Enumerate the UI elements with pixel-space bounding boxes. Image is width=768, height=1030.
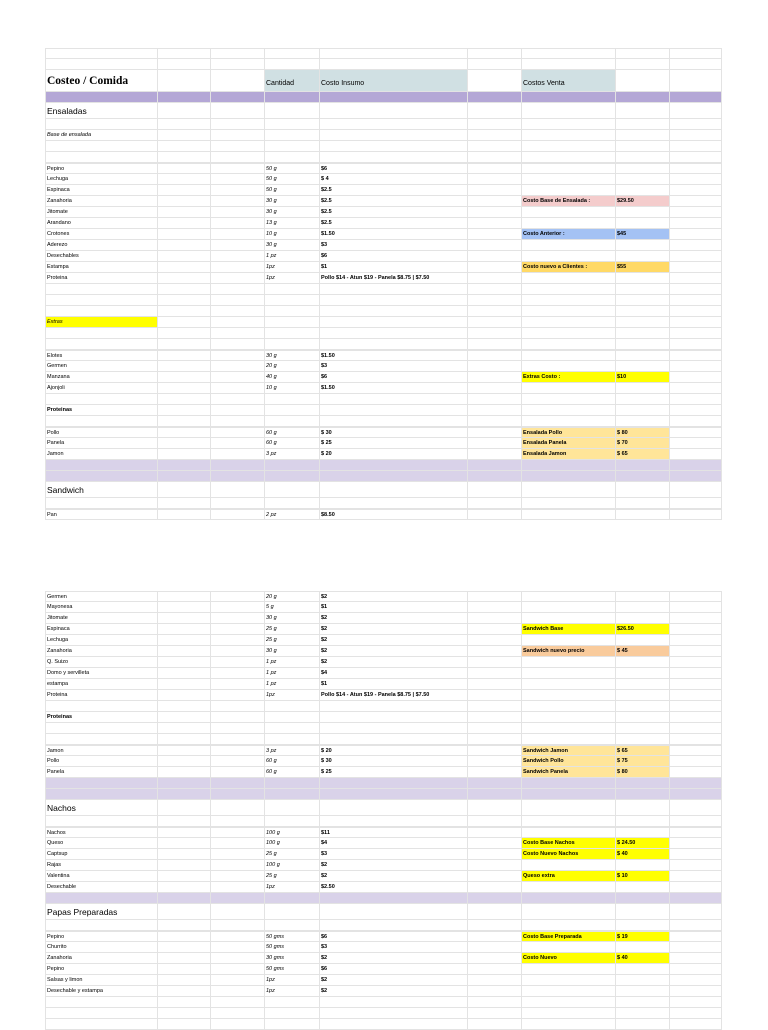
empty-row — [45, 284, 722, 295]
ingredient-row — [45, 756, 722, 767]
costo-anterior-label: Costo Anterior : — [521, 229, 615, 239]
ingredient-quantity: 50 gms — [266, 966, 285, 972]
ingredient-name: Proteina — [47, 275, 68, 281]
empty-row — [45, 816, 722, 827]
ingredient-name: Lechuga — [47, 176, 69, 182]
costo-anterior-value: $45 — [615, 229, 669, 239]
ingredient-cost: $ 20 — [321, 748, 332, 754]
ingredient-name: Salsas y limon — [47, 977, 83, 983]
ingredient-cost: $6 — [321, 374, 328, 380]
ingredient-row — [45, 350, 722, 361]
ingredient-name: Pepino — [47, 166, 65, 172]
ingredient-row — [45, 827, 722, 838]
sheet-title: Costeo / Comida — [47, 75, 129, 87]
ingredient-quantity: 100 g — [266, 862, 280, 868]
ingredient-cost: $1.50 — [321, 353, 335, 359]
ingredient-row — [45, 624, 722, 635]
ingredient-cost: $2 — [321, 977, 328, 983]
empty-row — [45, 416, 722, 427]
extras-label-row — [45, 317, 722, 328]
ingredient-quantity: 25 g — [266, 851, 277, 857]
ingredient-list-extras — [45, 350, 722, 394]
ingredient-cost: $1.50 — [321, 385, 335, 391]
costo-base-nachos-value: $ 24.50 — [615, 838, 669, 848]
costo-nuevo-papas-value: $ 40 — [615, 953, 669, 963]
ingredient-quantity: 13 g — [266, 220, 277, 226]
ingredient-cost: $4 — [321, 840, 328, 846]
ingredient-quantity: 2 pz — [266, 512, 277, 518]
sandwich-precio-label: Sandwich Jamon — [521, 746, 615, 755]
ingredient-list-ensalada-base — [45, 163, 722, 284]
ingredient-cost: $ 20 — [321, 451, 332, 457]
column-header-cantidad: Cantidad — [264, 70, 319, 91]
ingredient-row — [45, 986, 722, 997]
sandwich-precio-label: Sandwich Pollo — [521, 756, 615, 766]
ensalada-precio-label: Ensalada Pollo — [521, 428, 615, 437]
ingredient-quantity: 1 pz — [266, 253, 277, 259]
ingredient-name: Jamon — [47, 451, 64, 457]
ingredient-cost: $ 25 — [321, 769, 332, 775]
ingredient-name: Ajonjoli — [47, 385, 65, 391]
ingredient-quantity: 50 gms — [266, 944, 285, 950]
costo-nuevo-papas-label: Costo Nuevo — [521, 953, 615, 963]
ingredient-quantity: 25 g — [266, 873, 277, 879]
ingredient-quantity: 60 g — [266, 430, 277, 436]
ingredient-row — [45, 383, 722, 394]
ingredient-row — [45, 964, 722, 975]
ingredient-name: Jamon — [47, 748, 64, 754]
ingredient-name: Captsup — [47, 851, 68, 857]
proteinas-label: Proteinas — [47, 714, 73, 720]
ingredient-list-sandwich-proteinas — [45, 745, 722, 778]
section-title: Sandwich — [47, 485, 84, 495]
section-divider — [45, 460, 722, 471]
ingredient-quantity: 1pz — [266, 884, 275, 890]
ingredient-quantity: 1 pz — [266, 659, 277, 665]
proteinas-label-row — [45, 405, 722, 416]
ingredient-row — [45, 273, 722, 284]
extras-label: Extras — [45, 317, 157, 327]
ingredient-row — [45, 871, 722, 882]
ingredient-cost: $6 — [321, 166, 328, 172]
ingredient-quantity: 50 g — [266, 187, 277, 193]
section-divider — [45, 893, 722, 904]
ingredient-list-sandwich-p2 — [45, 591, 722, 701]
ingredient-name: Desechables — [47, 253, 79, 259]
subsection-row — [45, 130, 722, 141]
ingredient-quantity: 60 g — [266, 769, 277, 775]
empty-row — [45, 339, 722, 350]
ingredient-row — [45, 163, 722, 174]
ingredient-cost: $3 — [321, 363, 328, 369]
empty-row — [45, 701, 722, 712]
ingredient-cost: $6 — [321, 253, 328, 259]
sandwich-precio-value: $ 65 — [615, 746, 669, 755]
ingredient-row — [45, 427, 722, 438]
ingredient-cost: $2.5 — [321, 187, 332, 193]
ingredient-row — [45, 860, 722, 871]
ingredient-row — [45, 613, 722, 624]
empty-row — [45, 498, 722, 509]
costo-base-nachos-label: Costo Base Nachos — [521, 838, 615, 848]
section-divider — [45, 778, 722, 789]
sandwich-nuevo-precio-label: Sandwich nuevo precio — [521, 646, 615, 656]
ingredient-row — [45, 262, 722, 273]
ingredient-cost: $11 — [321, 830, 330, 836]
ingredient-row — [45, 591, 722, 602]
ingredient-quantity: 50 gms — [266, 934, 285, 940]
empty-row — [45, 328, 722, 339]
sandwich-precio-value: $ 80 — [615, 767, 669, 777]
ingredient-quantity: 30 gms — [266, 955, 285, 961]
column-header-costos-venta: Costos Venta — [521, 70, 615, 91]
ingredient-name: Aderezo — [47, 242, 68, 248]
ensalada-precio-value: $ 65 — [615, 449, 669, 459]
ingredient-row — [45, 953, 722, 964]
ingredient-quantity: 25 g — [266, 637, 277, 643]
header-row — [45, 70, 722, 92]
section-title: Ensaladas — [47, 106, 87, 116]
ingredient-row — [45, 849, 722, 860]
proteinas-label: Proteinas — [47, 407, 73, 413]
ingredient-quantity: 1pz — [266, 692, 275, 698]
ingredient-quantity: 1 pz — [266, 681, 277, 687]
ingredient-name: Zanahoria — [47, 198, 72, 204]
ingredient-cost: $3 — [321, 944, 328, 950]
ingredient-row — [45, 931, 722, 942]
ingredient-row — [45, 218, 722, 229]
empty-row — [45, 723, 722, 734]
ingredient-row — [45, 185, 722, 196]
ingredient-cost: $ 30 — [321, 430, 332, 436]
ingredient-quantity: 100 g — [266, 830, 280, 836]
ingredient-name: Queso — [47, 840, 64, 846]
ingredient-row — [45, 745, 722, 756]
ingredient-quantity: 1pz — [266, 988, 275, 994]
ingredient-row — [45, 372, 722, 383]
ingredient-cost: $1 — [321, 604, 328, 610]
ingredient-cost: $2 — [321, 594, 328, 600]
ingredient-name: Pepino — [47, 966, 65, 972]
ingredient-cost: $2 — [321, 955, 328, 961]
empty-row — [45, 295, 722, 306]
ingredient-cost: $1.50 — [321, 231, 335, 237]
section-header-ensaladas — [45, 103, 722, 119]
ingredient-name: Espinaca — [47, 626, 70, 632]
costo-nuevo-nachos-value: $ 40 — [615, 849, 669, 859]
ingredient-name: Nachos — [47, 830, 66, 836]
ingredient-cost: Pollo $14 - Atun $19 - Panela $8.75 | $7.50 — [321, 275, 430, 281]
ingredient-name: Manzana — [47, 374, 70, 380]
costo-base-preparada-label: Costo Base Preparada — [521, 932, 615, 941]
ingredient-cost: $2 — [321, 873, 328, 879]
sandwich-nuevo-precio-value: $ 45 — [615, 646, 669, 656]
ensalada-precio-label: Ensalada Panela — [521, 438, 615, 448]
ingredient-row — [45, 668, 722, 679]
ingredient-cost: $2 — [321, 626, 328, 632]
ingredient-quantity: 30 g — [266, 353, 277, 359]
ingredient-row — [45, 838, 722, 849]
ingredient-cost: $2 — [321, 648, 328, 654]
ingredient-row — [45, 251, 722, 262]
ingredient-quantity: 1pz — [266, 275, 275, 281]
ingredient-name: Desechable y estampa — [47, 988, 103, 994]
ingredient-row — [45, 174, 722, 185]
costo-nuevo-clientes-label: Costo nuevo a Clientes : — [521, 262, 615, 272]
ingredient-name: Lechuga — [47, 637, 69, 643]
ingredient-row — [45, 602, 722, 613]
ingredient-name: Estampa — [47, 264, 69, 270]
ingredient-quantity: 25 g — [266, 626, 277, 632]
ingredient-quantity: 5 g — [266, 604, 274, 610]
section-divider — [45, 471, 722, 482]
section-title: Papas Preparadas — [47, 907, 118, 917]
costo-nuevo-nachos-label: Costo Nuevo Nachos — [521, 849, 615, 859]
ingredient-name: Zanahoria — [47, 648, 72, 654]
ingredient-list-papas — [45, 931, 722, 997]
ingredient-quantity: 50 g — [266, 176, 277, 182]
ingredient-name: Churrito — [47, 944, 67, 950]
ingredient-row — [45, 690, 722, 701]
sandwich-base-value: $26.50 — [615, 624, 669, 634]
ingredient-name: Crotones — [47, 231, 70, 237]
ingredient-cost: $6 — [321, 934, 328, 940]
ingredient-name: Germen — [47, 594, 67, 600]
ingredient-quantity: 1pz — [266, 264, 275, 270]
section-title: Nachos — [47, 803, 76, 813]
extras-costo-value: $10 — [615, 372, 669, 382]
ingredient-list-nachos — [45, 827, 722, 893]
ingredient-cost: $ 25 — [321, 440, 332, 446]
ingredient-cost: $1 — [321, 681, 328, 687]
ingredient-cost: $2 — [321, 659, 328, 665]
ingredient-quantity: 10 g — [266, 231, 277, 237]
ingredient-name: Arandano — [47, 220, 71, 226]
sandwich-precio-value: $ 75 — [615, 756, 669, 766]
sandwich-precio-label: Sandwich Panela — [521, 767, 615, 777]
ingredient-name: Pan — [47, 512, 57, 518]
queso-extra-value: $ 10 — [615, 871, 669, 881]
ingredient-name: Desechable — [47, 884, 77, 890]
ingredient-cost: $2 — [321, 615, 328, 621]
empty-row — [45, 59, 722, 70]
ingredient-name: Elotes — [47, 353, 63, 359]
column-header-costo-insumo: Costo Insumo — [319, 70, 467, 91]
ingredient-row — [45, 942, 722, 953]
ingredient-row — [45, 975, 722, 986]
costo-base-preparada-value: $ 19 — [615, 932, 669, 941]
section-header-nachos — [45, 800, 722, 816]
costo-base-ensalada-value: $29.50 — [615, 196, 669, 206]
empty-row — [45, 920, 722, 931]
ingredient-row — [45, 646, 722, 657]
ingredient-name: Rajas — [47, 862, 62, 868]
ingredient-cost: $ 4 — [321, 176, 329, 182]
ingredient-row — [45, 509, 722, 520]
section-header-sandwich — [45, 482, 722, 498]
ingredient-cost: $2.50 — [321, 884, 335, 890]
section-divider — [45, 789, 722, 800]
ingredient-quantity: 30 g — [266, 648, 277, 654]
ingredient-cost: $4 — [321, 670, 328, 676]
ingredient-cost: $3 — [321, 851, 328, 857]
ingredient-name: Mayonesa — [47, 604, 73, 610]
ingredient-cost: $2 — [321, 862, 328, 868]
sandwich-base-label: Sandwich Base — [521, 624, 615, 634]
ingredient-row — [45, 657, 722, 668]
empty-row — [45, 1019, 722, 1030]
ingredient-name: Jitomate — [47, 615, 68, 621]
ingredient-cost: $ 30 — [321, 758, 332, 764]
spreadsheet-page-1 — [45, 48, 722, 520]
ingredient-quantity: 1pz — [266, 977, 275, 983]
ingredient-name: Germen — [47, 363, 67, 369]
ingredient-quantity: 30 g — [266, 209, 277, 215]
ingredient-cost: $6 — [321, 966, 328, 972]
empty-row — [45, 394, 722, 405]
ingredient-name: Q. Suizo — [47, 659, 69, 665]
ensalada-precio-value: $ 70 — [615, 438, 669, 448]
ingredient-name: Proteina — [47, 692, 68, 698]
ingredient-name: Panela — [47, 440, 65, 446]
empty-row — [45, 997, 722, 1008]
ingredient-cost: $2.5 — [321, 209, 332, 215]
subsection-label-base: Base de ensalada — [47, 132, 92, 138]
costo-base-ensalada-label: Costo Base de Ensalada : — [521, 196, 615, 206]
ingredient-cost: $2.5 — [321, 220, 332, 226]
ingredient-cost: $1 — [321, 264, 328, 270]
ingredient-quantity: 10 g — [266, 385, 277, 391]
ingredient-quantity: 1 pz — [266, 670, 277, 676]
ingredient-name: Espinaca — [47, 187, 70, 193]
ingredient-quantity: 20 g — [266, 594, 277, 600]
empty-row — [45, 48, 722, 59]
ingredient-quantity: 30 g — [266, 242, 277, 248]
section-header-papas — [45, 904, 722, 920]
ingredient-name: Pollo — [47, 758, 60, 764]
costo-nuevo-clientes-value: $55 — [615, 262, 669, 272]
ingredient-row — [45, 361, 722, 372]
ingredient-name: Panela — [47, 769, 65, 775]
empty-row — [45, 306, 722, 317]
ingredient-quantity: 50 g — [266, 166, 277, 172]
ensalada-precio-label: Ensalada Jamon — [521, 449, 615, 459]
ingredient-list-sandwich-p1 — [45, 509, 722, 520]
ingredient-name: Domo y servilleta — [47, 670, 90, 676]
ingredient-cost: $8.50 — [321, 512, 335, 518]
ingredient-name: Jitomate — [47, 209, 68, 215]
ingredient-list-proteinas — [45, 427, 722, 460]
proteinas-label-row — [45, 712, 722, 723]
ingredient-row — [45, 207, 722, 218]
ingredient-row — [45, 229, 722, 240]
extras-costo-label: Extras Costo : — [521, 372, 615, 382]
ingredient-name: estampa — [47, 681, 69, 687]
ingredient-name: Pollo — [47, 430, 60, 436]
ingredient-quantity: 60 g — [266, 440, 277, 446]
ingredient-row — [45, 679, 722, 690]
empty-row — [45, 152, 722, 163]
ingredient-row — [45, 449, 722, 460]
ingredient-cost: $3 — [321, 242, 328, 248]
ingredient-cost: Pollo $14 - Atun $19 - Panela $8.75 | $7.50 — [321, 692, 430, 698]
ingredient-name: Valentina — [47, 873, 70, 879]
ingredient-quantity: 3 pz — [266, 748, 277, 754]
ingredient-row — [45, 438, 722, 449]
ensalada-precio-value: $ 80 — [615, 428, 669, 437]
ingredient-name: Pepino — [47, 934, 65, 940]
ingredient-quantity: 30 g — [266, 615, 277, 621]
empty-row — [45, 734, 722, 745]
ingredient-row — [45, 196, 722, 207]
ingredient-cost: $2.5 — [321, 198, 332, 204]
queso-extra-label: Queso extra — [521, 871, 615, 881]
empty-row — [45, 1008, 722, 1019]
ingredient-quantity: 20 g — [266, 363, 277, 369]
ingredient-row — [45, 882, 722, 893]
ingredient-quantity: 3 pz — [266, 451, 277, 457]
ingredient-cost: $2 — [321, 988, 328, 994]
ingredient-quantity: 40 g — [266, 374, 277, 380]
ingredient-name: Zanahoria — [47, 955, 72, 961]
ingredient-row — [45, 767, 722, 778]
section-divider — [45, 92, 722, 103]
ingredient-row — [45, 635, 722, 646]
ingredient-row — [45, 240, 722, 251]
empty-row — [45, 119, 722, 130]
ingredient-quantity: 60 g — [266, 758, 277, 764]
ingredient-quantity: 30 g — [266, 198, 277, 204]
ingredient-quantity: 100 g — [266, 840, 280, 846]
ingredient-cost: $2 — [321, 637, 328, 643]
empty-row — [45, 141, 722, 152]
spreadsheet-page-2 — [45, 591, 722, 1030]
